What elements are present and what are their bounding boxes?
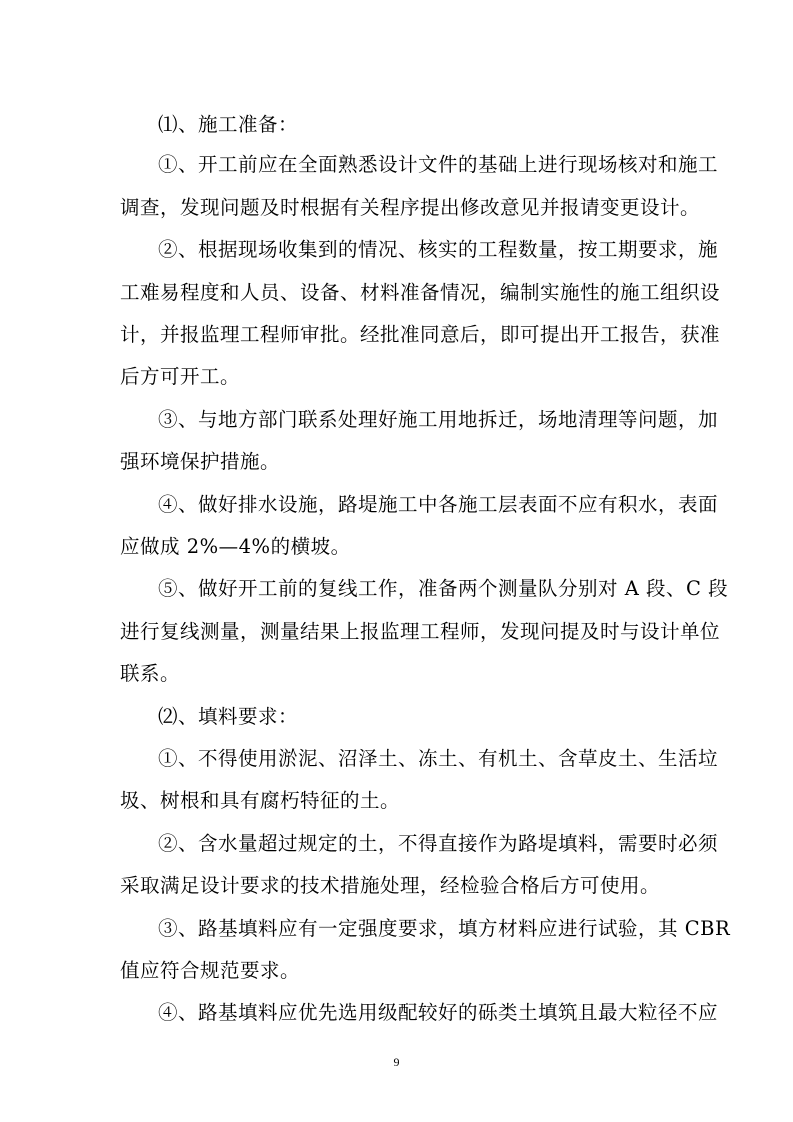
- section-heading-fill-requirements: ⑵、填料要求：: [158, 705, 299, 728]
- paragraph-line: 强环境保护措施。: [120, 450, 281, 473]
- paragraph-line: ③、与地方部门联系处理好施工用地拆迁，场地清理等问题，加: [158, 408, 719, 431]
- paragraph-line: 圾、树根和具有腐朽特征的土。: [120, 789, 401, 812]
- section-heading-construction-prep: ⑴、施工准备：: [158, 113, 299, 136]
- paragraph-line: 采取满足设计要求的技术措施处理，经检验合格后方可使用。: [120, 874, 661, 897]
- paragraph-line: 应做成 2%—4%的横坡。: [120, 535, 351, 558]
- paragraph-line: ⑤、做好开工前的复线工作，准备两个测量队分别对 A 段、C 段: [158, 577, 729, 600]
- paragraph-line: ④、路基填料应优先选用级配较好的砾类土填筑且最大粒径不应: [158, 1001, 719, 1024]
- paragraph-line: 值应符合规范要求。: [120, 959, 301, 982]
- paragraph-line: ②、含水量超过规定的土，不得直接作为路堤填料，需要时必须: [158, 832, 719, 855]
- paragraph-line: 计，并报监理工程师审批。经批准同意后，即可提出开工报告，获准: [120, 323, 721, 346]
- paragraph-line: 调查，发现问题及时根据有关程序提出修改意见并报请变更设计。: [120, 196, 701, 219]
- paragraph-line: ①、开工前应在全面熟悉设计文件的基础上进行现场核对和施工: [158, 153, 719, 176]
- paragraph-line: 后方可开工。: [120, 365, 241, 388]
- paragraph-line: 进行复线测量，测量结果上报监理工程师，发现问提及时与设计单位: [120, 620, 721, 643]
- paragraph-line: ②、根据现场收集到的情况、核实的工程数量，按工期要求，施: [158, 238, 719, 261]
- paragraph-line: ④、做好排水设施，路堤施工中各施工层表面不应有积水，表面: [158, 493, 719, 516]
- page-number: 9: [393, 1055, 400, 1069]
- paragraph-line: 工难易程度和人员、设备、材料准备情况，编制实施性的施工组织设: [120, 281, 721, 304]
- paragraph-line: 联系。: [120, 662, 181, 685]
- paragraph-line: ①、不得使用淤泥、沼泽土、冻土、有机土、含草皮土、生活垃: [158, 747, 719, 770]
- paragraph-line: ③、路基填料应有一定强度要求，填方材料应进行试验，其 CBR: [158, 917, 731, 940]
